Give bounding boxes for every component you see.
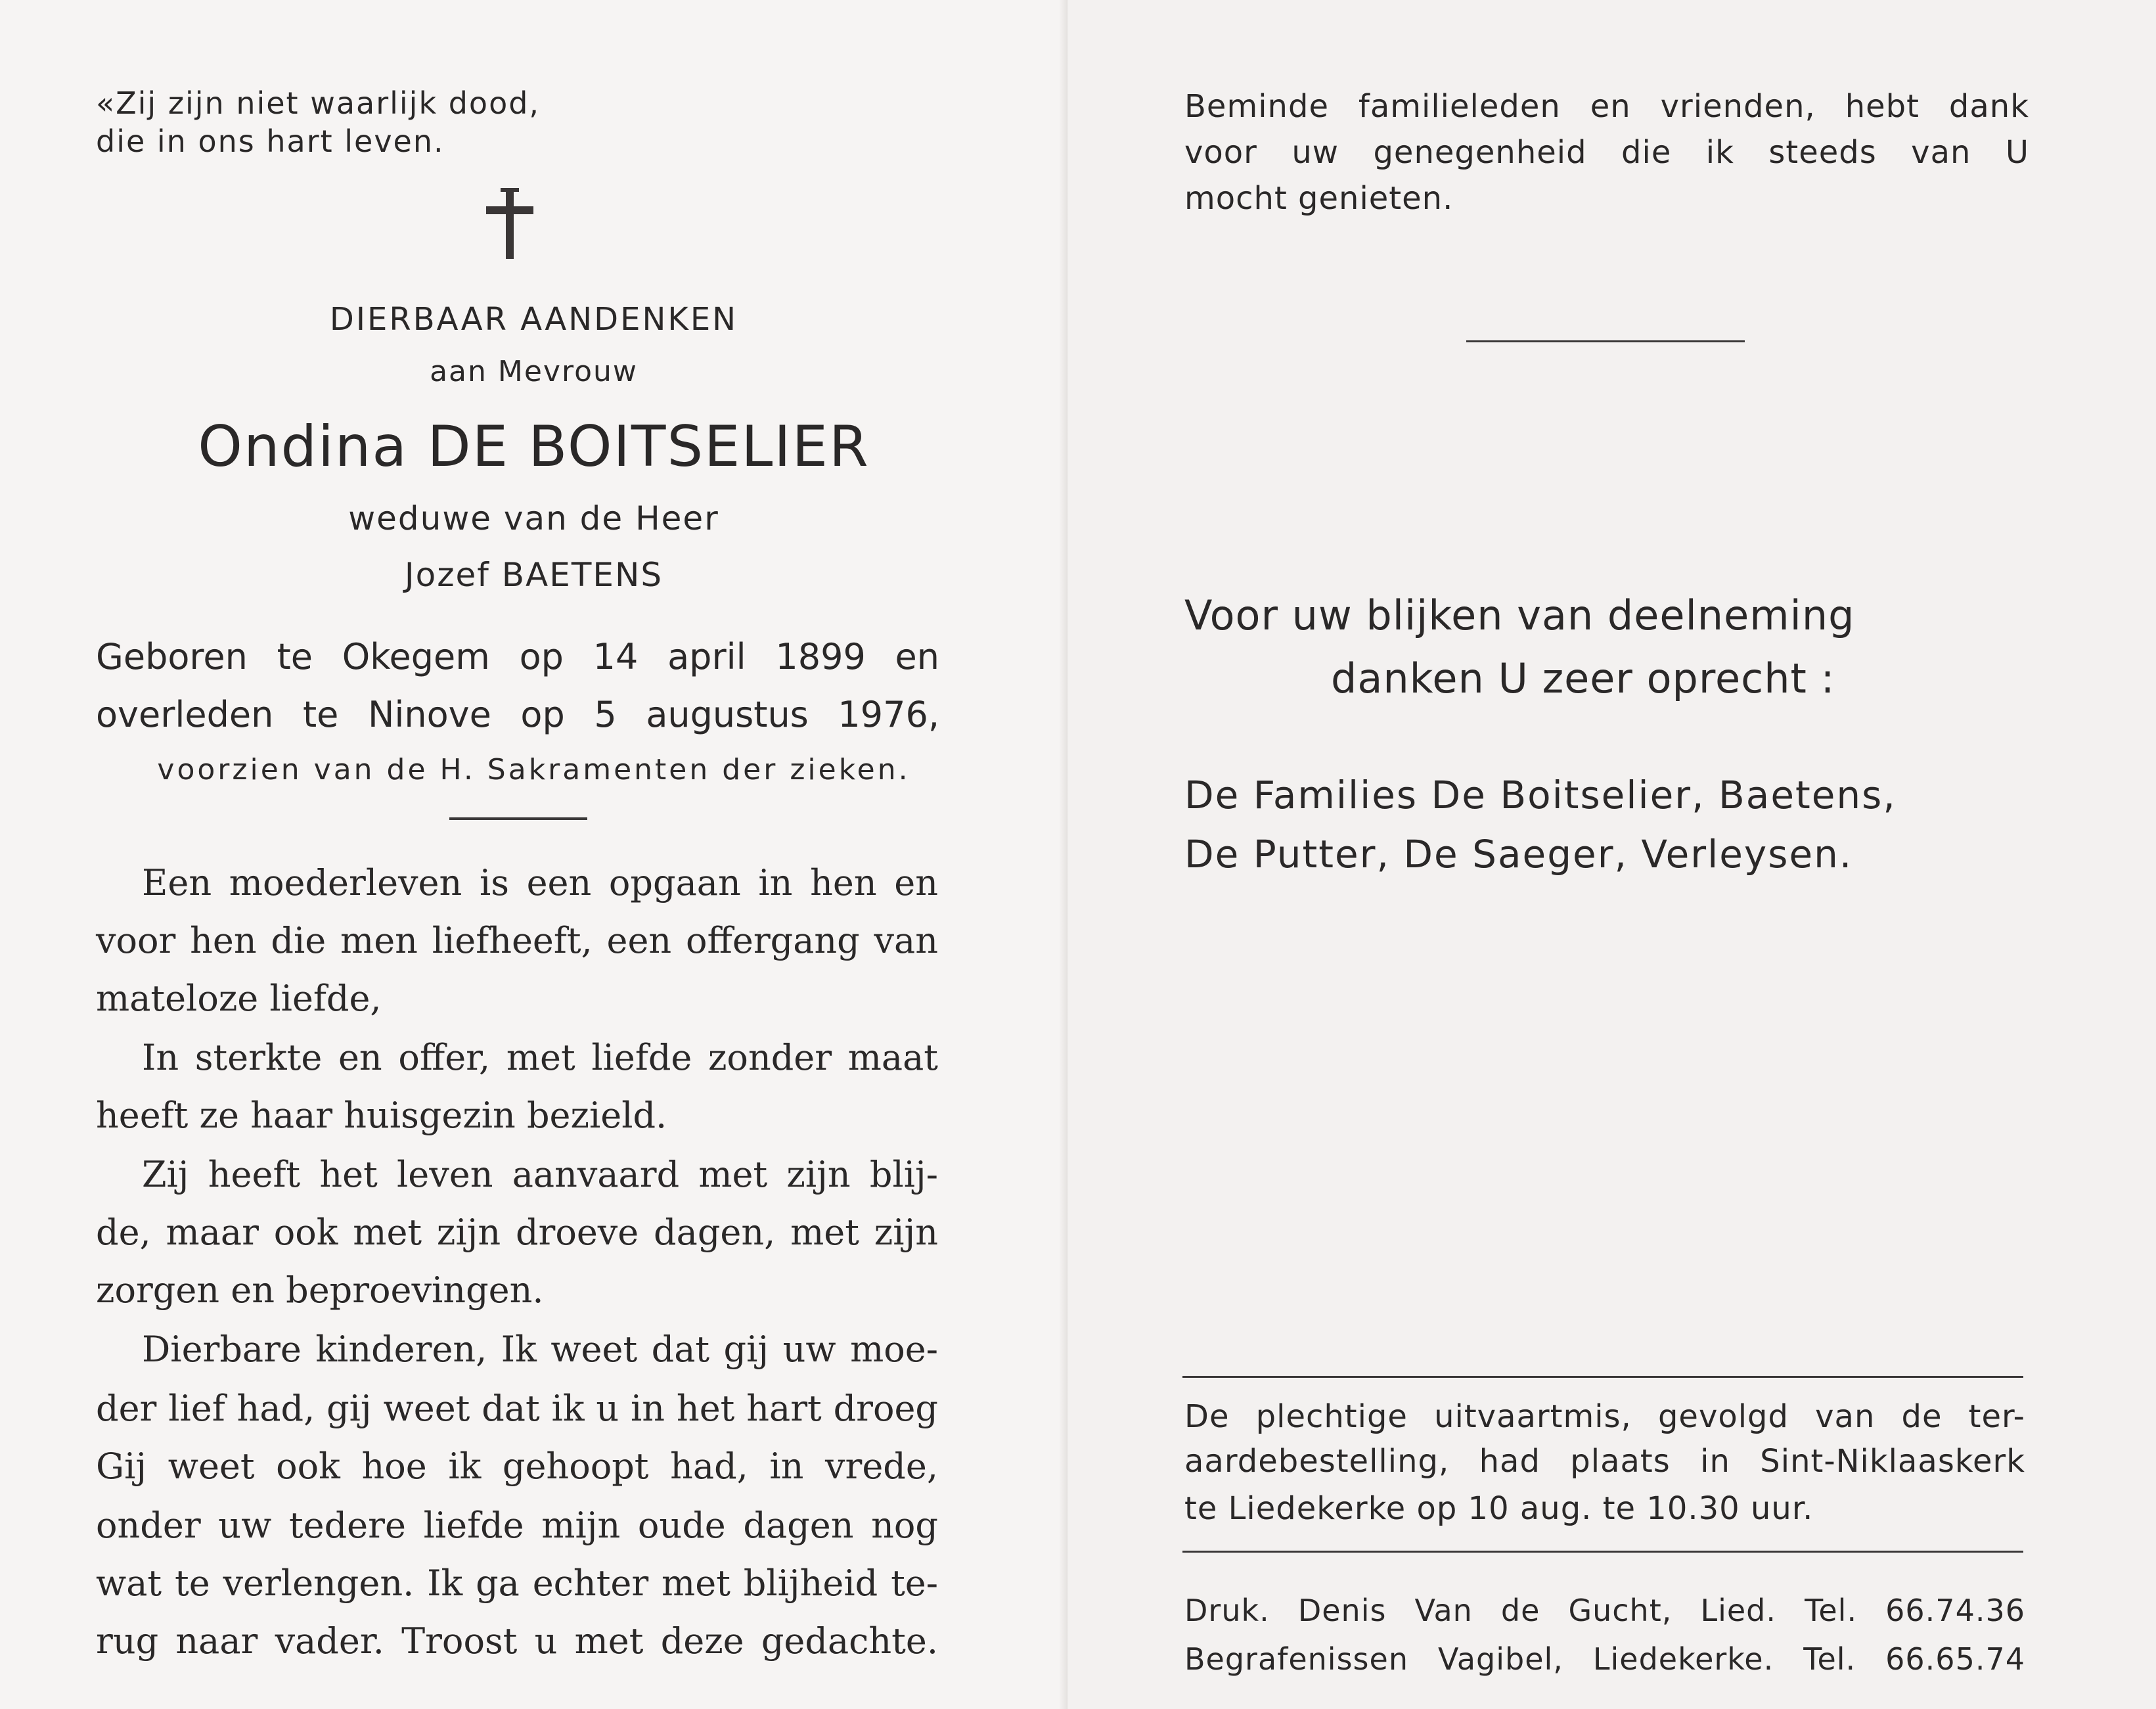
families-line-2: De Putter, De Saeger, Verleysen. <box>1184 832 1853 877</box>
poem-line-7: de, maar ook met zijn droeve dagen, met zijn <box>96 1212 938 1253</box>
intro-line-3: mocht genieten. <box>1184 180 1454 217</box>
left-panel <box>0 0 1067 1709</box>
quote-line-1: «Zij zijn niet waarlijk dood, <box>96 85 541 121</box>
died-line: overleden te Ninove op 5 augustus 1976, <box>96 694 939 735</box>
printer-line: Druk. Denis Van de Gucht, Lied. Tel. 66.74.36 <box>1184 1593 2025 1628</box>
families-line-1: De Families De Boitselier, Baetens, <box>1184 773 1897 817</box>
poem-line-3: mateloze liefde, <box>96 978 382 1019</box>
widow-of: weduwe van de Heer <box>348 499 719 537</box>
poem-line-14: rug naar vader. Troost u met deze gedachte. <box>96 1620 938 1662</box>
poem-line-5: heeft ze haar huisgezin bezield. <box>96 1095 667 1136</box>
funeral-bottom-rule <box>1182 1551 2023 1553</box>
funeral-top-rule <box>1182 1376 2023 1378</box>
poem-line-2: voor hen die men liefheeft, een offergang van <box>96 920 938 961</box>
intro-line-2: voor uw genegenheid die ik steeds van U <box>1184 134 2029 171</box>
right-divider <box>1466 340 1745 342</box>
husband-name: Jozef BAETENS <box>404 556 663 594</box>
poem-line-12: onder uw tedere liefde mijn oude dagen nog <box>96 1505 938 1546</box>
divider <box>449 817 587 820</box>
poem-line-6: Zij heeft het leven aanvaard met zijn blij- <box>142 1154 938 1195</box>
poem-line-1: Een moederleven is een opgaan in hen en <box>142 862 938 903</box>
deceased-name: Ondina DE BOITSELIER <box>198 414 870 480</box>
salutation: aan Mevrouw <box>430 355 638 388</box>
poem-line-11: Gij weet ook hoe ik gehoopt had, in vrede, <box>96 1446 938 1487</box>
heading: DIERBAAR AANDENKEN <box>329 301 738 338</box>
poem-line-13: wat te verlengen. Ik ga echter met blijheid te- <box>96 1562 938 1604</box>
poem-line-4: In sterkte en offer, met liefde zonder maat <box>142 1037 938 1078</box>
poem-line-9: Dierbare kinderen, Ik weet dat gij uw moe- <box>142 1329 938 1370</box>
cross-icon <box>483 185 536 262</box>
quote-line-2: die in ons hart leven. <box>96 124 445 159</box>
sacraments-line: voorzien van de H. Sakramenten der zieken. <box>157 753 910 786</box>
born-line: Geboren te Okegem op 14 april 1899 en <box>96 636 939 677</box>
undertaker-line: Begrafenissen Vagibel, Liedekerke. Tel. 66.65.74 <box>1184 1641 2025 1677</box>
thanks-line-1: Voor uw blijken van deelneming <box>1184 591 1855 639</box>
poem-line-10: der lief had, gij weet dat ik u in het hart droeg <box>96 1388 938 1429</box>
poem-line-8: zorgen en beproevingen. <box>96 1269 544 1311</box>
funeral-line-2: aardebestelling, had plaats in Sint-Niklaaskerk <box>1184 1443 2025 1480</box>
funeral-line-3: te Liedekerke op 10 aug. te 10.30 uur. <box>1184 1490 1814 1527</box>
intro-line-1: Beminde familieleden en vrienden, hebt dank <box>1184 88 2029 125</box>
thanks-line-2: danken U zeer oprecht : <box>1331 654 1835 702</box>
funeral-line-1: De plechtige uitvaartmis, gevolgd van de ter- <box>1184 1398 2025 1435</box>
